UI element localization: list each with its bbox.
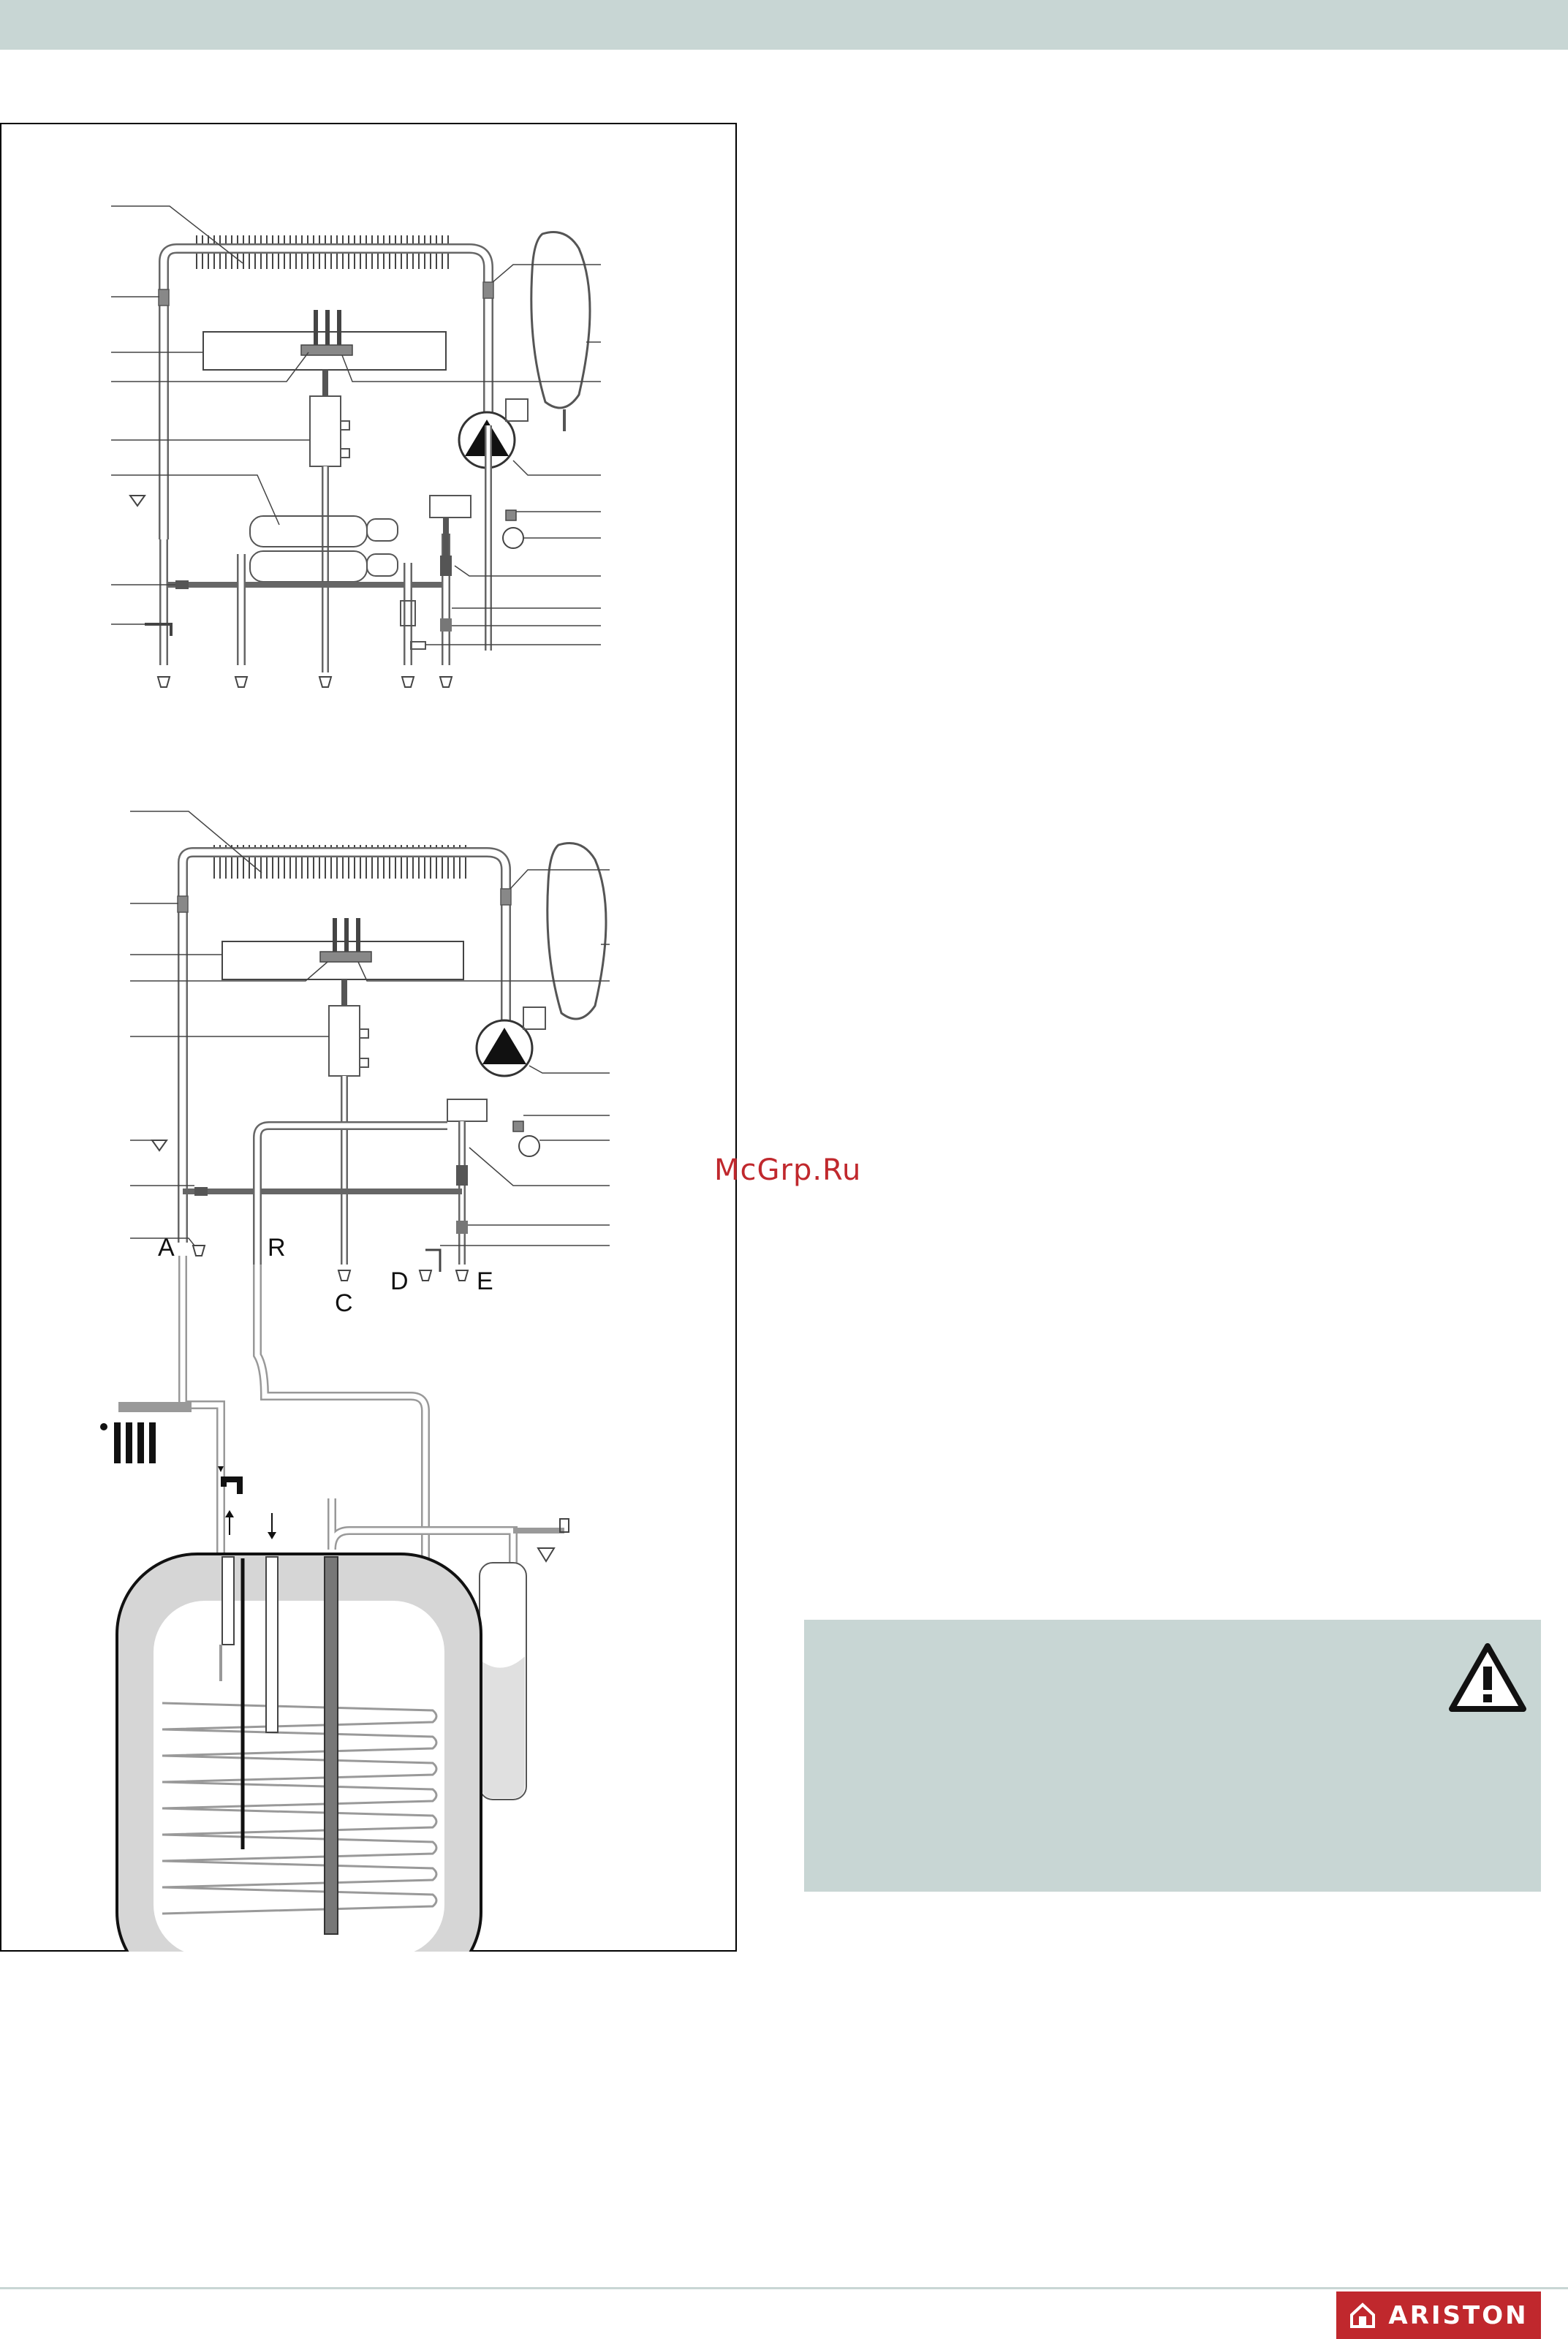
warning-box bbox=[804, 1620, 1541, 1892]
connection-label-r: R bbox=[268, 1234, 286, 1262]
arrow-up-icon bbox=[225, 1510, 234, 1535]
connection-label-c: C bbox=[335, 1289, 353, 1317]
top-header-band bbox=[0, 0, 1568, 50]
arrow-down-icon bbox=[268, 1513, 276, 1539]
hydraulic-diagram bbox=[1, 124, 737, 1952]
connection-label-d: D bbox=[390, 1267, 409, 1295]
footer-rule bbox=[0, 2287, 1568, 2289]
connection-label-e: E bbox=[477, 1267, 493, 1295]
radiator-icon bbox=[100, 1402, 192, 1463]
boiler-diagram-top bbox=[111, 206, 601, 687]
hydraulic-diagram-frame bbox=[0, 123, 737, 1952]
boiler-cylinder-diagram-bottom bbox=[117, 811, 610, 1952]
ariston-logo bbox=[1336, 2291, 1541, 2339]
watermark-text: McGrp.Ru bbox=[714, 1153, 862, 1187]
connection-label-a: A bbox=[158, 1234, 175, 1262]
warning-triangle-icon bbox=[1447, 1642, 1528, 1715]
house-logo-icon bbox=[1349, 2302, 1376, 2329]
brand-name: ARISTON bbox=[1388, 2300, 1529, 2330]
